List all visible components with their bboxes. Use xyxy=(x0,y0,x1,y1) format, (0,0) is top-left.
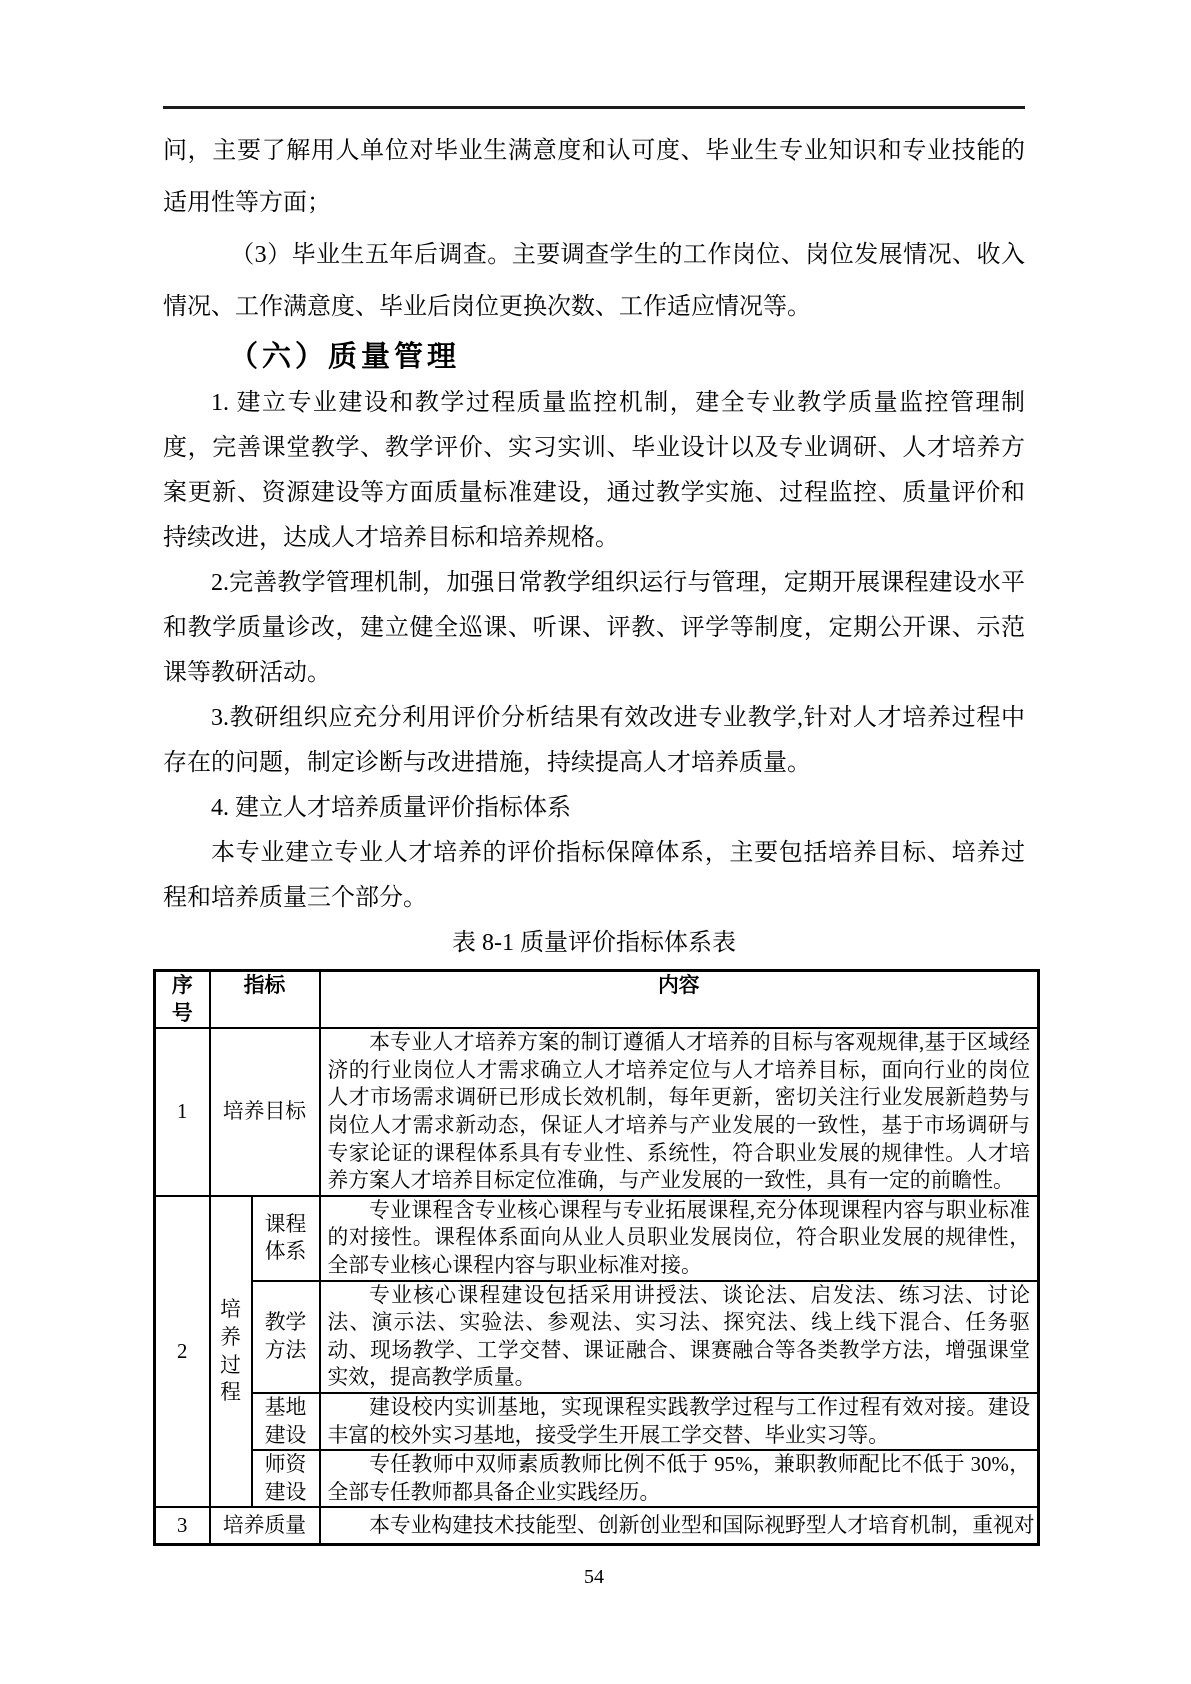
row2-indicator: 培养过程 xyxy=(210,1196,252,1508)
row2-sub-content-base-construction: 建设校内实训基地，实现课程实践教学过程与工作过程有效对接。建设丰富的校外实习基地，接受学生开展工学交替、毕业实习等。 xyxy=(320,1393,1039,1450)
row1-content: 本专业人才培养方案的制订遵循人才培养的目标与客观规律,基于区域经济的行业岗位人才需求确立人才培养定位与人才培养目标，面向行业的岗位人才市场需求调研已形成长效机制，每年更新，密切关注行业发展新趋势与岗位人才需求新动态，保证人才培养与产业发展的一致性，基于市场调研与专家论证的课程体系具有专业性、系统性，符合职业发展的规律性。人才培养方案人才培养目标定位准确，与产业发展的一致性，具有一定的前瞻性。 xyxy=(320,1028,1039,1196)
row2-sub-content-faculty: 专任教师中双师素质教师比例不低于 95%，兼职教师配比不低于 30%，全部专任教师都具备企业实践经历。 xyxy=(320,1450,1039,1507)
paragraph-point-1: 1. 建立专业建设和教学过程质量监控机制，建全专业教学质量监控管理制度，完善课堂教学、教学评价、实习实训、毕业设计以及专业调研、人才培养方案更新、资源建设等方面质量标准建设，通过教学实施、过程监控、质量评价和持续改进，达成人才培养目标和培养规格。 xyxy=(163,390,1025,551)
row2-no: 2 xyxy=(155,1196,210,1508)
row2-sub-content-curriculum: 专业课程含专业核心课程与专业拓展课程,充分体现课程内容与职业标准的对接性。课程体系面向从业人员职业发展岗位，符合职业发展的规律性，全部专业核心课程内容与职业标准对接。 xyxy=(320,1196,1039,1281)
page-number: 54 xyxy=(584,1565,604,1588)
row1-no: 1 xyxy=(155,1028,210,1196)
row3-no: 3 xyxy=(155,1507,210,1544)
paragraph-item-3: （3）毕业生五年后调查。主要调查学生的工作岗位、岗位发展情况、收入情况、工作满意度、毕业后岗位更换次数、工作适应情况等。 xyxy=(163,242,1025,320)
table-row xyxy=(155,1196,1039,1281)
table-caption: 表 8-1 质量评价指标体系表 xyxy=(452,930,736,956)
row2-sub-label-teaching-method: 教学方法 xyxy=(252,1281,320,1393)
header-rule xyxy=(163,106,1025,109)
row3-content: 本专业构建技术技能型、创新创业型和国际视野型人才培育机制，重视对 xyxy=(320,1507,1039,1544)
row2-sub-label-faculty: 师资建设 xyxy=(252,1450,320,1507)
header-cell-no: 序号 xyxy=(155,971,210,1029)
table-row xyxy=(155,1281,1039,1393)
table-row xyxy=(155,1393,1039,1450)
quality-indicator-table xyxy=(153,969,1040,1546)
table-row xyxy=(155,1028,1039,1196)
paragraph-intro-indicator-system: 本专业建立专业人才培养的评价指标保障体系，主要包括培养目标、培养过程和培养质量三个部分。 xyxy=(163,840,1025,911)
table-header-row xyxy=(155,971,1039,1029)
table-row xyxy=(155,1450,1039,1507)
row3-indicator: 培养质量 xyxy=(210,1507,320,1544)
paragraph-point-3: 3.教研组织应充分利用评价分析结果有效改进专业教学,针对人才培养过程中存在的问题，制定诊断与改进措施，持续提高人才培养质量。 xyxy=(163,705,1025,776)
row2-sub-label-base-construction: 基地建设 xyxy=(252,1393,320,1450)
paragraph-point-4: 4. 建立人才培养质量评价指标体系 xyxy=(211,795,571,821)
header-cell-indicator: 指标 xyxy=(210,971,320,1029)
paragraph-continuation: 问，主要了解用人单位对毕业生满意度和认可度、毕业生专业知识和专业技能的适用性等方面； xyxy=(163,138,1025,216)
row2-sub-content-teaching-method: 专业核心课程建设包括采用讲授法、谈论法、启发法、练习法、讨论法、演示法、实验法、参观法、实习法、探究法、线上线下混合、任务驱动、现场教学、工学交替、课证融合、课赛融合等各类教学方法，增强课堂实效，提高教学质量。 xyxy=(320,1281,1039,1393)
paragraph-point-2: 2.完善教学管理机制，加强日常教学组织运行与管理，定期开展课程建设水平和教学质量诊改，建立健全巡课、听课、评教、评学等制度，定期公开课、示范课等教研活动。 xyxy=(163,570,1025,686)
header-cell-content: 内容 xyxy=(320,971,1039,1029)
section-heading: （六）质量管理 xyxy=(229,341,461,373)
table-row xyxy=(155,1507,1039,1544)
row1-indicator: 培养目标 xyxy=(210,1028,320,1196)
row2-sub-label-curriculum: 课程体系 xyxy=(252,1196,320,1281)
